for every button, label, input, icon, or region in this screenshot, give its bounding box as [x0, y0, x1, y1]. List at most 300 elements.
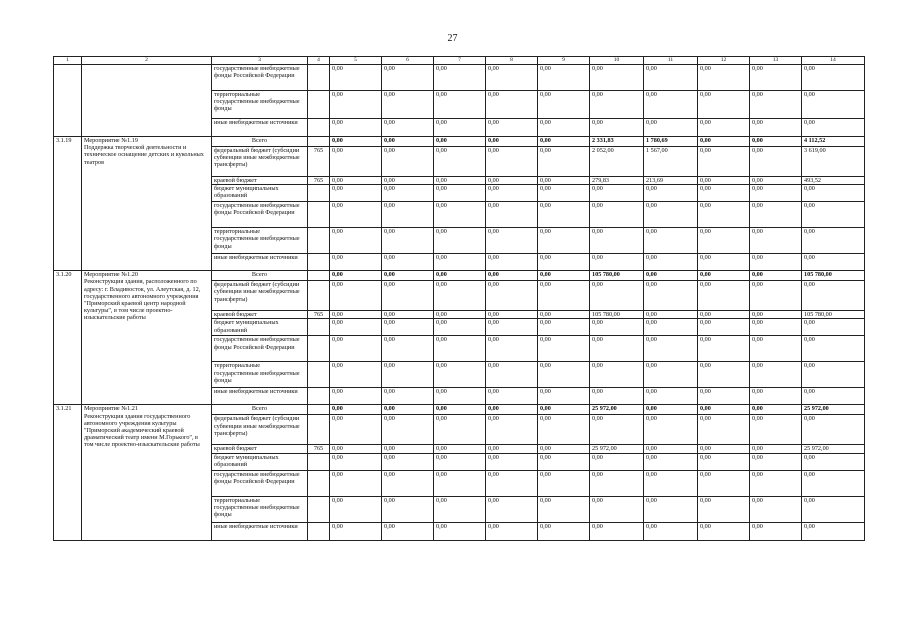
value-cell: 0,00	[698, 445, 750, 453]
value-cell: 0,00	[486, 202, 538, 228]
value-cell: 105 780,00	[590, 271, 644, 281]
value-cell: 0,00	[434, 415, 486, 445]
value-cell: 0,00	[538, 522, 590, 540]
value-cell: 0,00	[330, 254, 382, 271]
value-cell: 0,00	[538, 496, 590, 522]
value-cell: 0,00	[538, 137, 590, 147]
kbk-cell	[308, 319, 330, 336]
value-cell: 0,00	[644, 470, 698, 496]
value-cell: 0,00	[538, 65, 590, 91]
value-cell: 0,00	[486, 254, 538, 271]
value-cell: 0,00	[802, 91, 865, 119]
value-cell: 0,00	[802, 453, 865, 470]
funding-source-cell: иные внебюджетные источники	[212, 254, 308, 271]
value-cell: 0,00	[486, 522, 538, 540]
measure-code-cell: 3.1.19	[54, 137, 82, 271]
value-cell: 0,00	[538, 388, 590, 405]
value-cell: 0,00	[590, 185, 644, 202]
funding-source-cell: государственные внебюджетные фонды Российской Федерации	[212, 202, 308, 228]
value-cell: 0,00	[698, 453, 750, 470]
value-cell: 0,00	[538, 147, 590, 177]
value-cell: 0,00	[644, 522, 698, 540]
value-cell: 0,00	[802, 388, 865, 405]
kbk-cell	[308, 336, 330, 362]
value-cell: 0,00	[486, 271, 538, 281]
value-cell: 0,00	[644, 311, 698, 319]
value-cell: 0,00	[802, 522, 865, 540]
value-cell: 1 780,69	[644, 137, 698, 147]
value-cell: 0,00	[590, 496, 644, 522]
value-cell: 0,00	[698, 311, 750, 319]
value-cell: 0,00	[802, 228, 865, 254]
value-cell: 0,00	[590, 281, 644, 311]
value-cell: 0,00	[590, 388, 644, 405]
value-cell: 0,00	[644, 319, 698, 336]
value-cell: 0,00	[486, 137, 538, 147]
value-cell: 0,00	[698, 202, 750, 228]
value-cell: 0,00	[590, 470, 644, 496]
value-cell: 0,00	[750, 119, 802, 137]
value-cell: 0,00	[750, 177, 802, 185]
value-cell: 0,00	[644, 119, 698, 137]
value-cell: 0,00	[434, 453, 486, 470]
value-cell: 0,00	[486, 177, 538, 185]
value-cell: 0,00	[750, 453, 802, 470]
value-cell: 0,00	[538, 415, 590, 445]
value-cell: 0,00	[538, 405, 590, 415]
measure-total-row	[54, 271, 865, 281]
value-cell: 0,00	[590, 91, 644, 119]
kbk-cell	[308, 362, 330, 388]
value-cell: 0,00	[486, 311, 538, 319]
value-cell: 25 972,00	[802, 405, 865, 415]
column-number-row	[54, 57, 865, 65]
funding-source-cell: иные внебюджетные источники	[212, 388, 308, 405]
value-cell: 0,00	[802, 470, 865, 496]
value-cell: 0,00	[590, 453, 644, 470]
value-cell: 0,00	[698, 228, 750, 254]
value-cell: 0,00	[382, 271, 434, 281]
value-cell: 0,00	[750, 254, 802, 271]
measure-description: Реконструкция здания государственного автономного учреждения культуры "Приморский академический краевой драматический театр имени М.Горького", в том числе проектно-изыскательские работы	[84, 412, 200, 449]
value-cell: 0,00	[698, 119, 750, 137]
value-cell: 4 112,52	[802, 137, 865, 147]
value-cell: 0,00	[644, 185, 698, 202]
value-cell: 0,00	[644, 271, 698, 281]
value-cell: 213,69	[644, 177, 698, 185]
value-cell: 105 780,00	[802, 311, 865, 319]
value-cell: 0,00	[538, 311, 590, 319]
value-cell: 0,00	[382, 254, 434, 271]
value-cell: 0,00	[330, 415, 382, 445]
value-cell: 0,00	[538, 185, 590, 202]
value-cell: 25 972,00	[590, 405, 644, 415]
value-cell: 0,00	[486, 445, 538, 453]
value-cell: 0,00	[802, 415, 865, 445]
value-cell: 0,00	[382, 177, 434, 185]
kbk-cell	[308, 254, 330, 271]
value-cell: 0,00	[590, 254, 644, 271]
value-cell: 0,00	[434, 405, 486, 415]
value-cell: 0,00	[382, 202, 434, 228]
value-cell: 0,00	[330, 522, 382, 540]
value-cell: 0,00	[644, 91, 698, 119]
value-cell: 0,00	[382, 362, 434, 388]
value-cell: 0,00	[382, 453, 434, 470]
measure-description-cell	[82, 271, 212, 405]
kbk-cell	[308, 228, 330, 254]
value-cell: 0,00	[750, 405, 802, 415]
value-cell: 0,00	[486, 228, 538, 254]
value-cell: 0,00	[434, 496, 486, 522]
column-number-3: 3	[212, 57, 308, 65]
value-cell: 0,00	[330, 119, 382, 137]
value-cell: 0,00	[486, 336, 538, 362]
value-cell: 0,00	[434, 91, 486, 119]
value-cell: 0,00	[644, 254, 698, 271]
funding-source-cell: государственные внебюджетные фонды Российской Федерации	[212, 336, 308, 362]
value-cell: 105 780,00	[590, 311, 644, 319]
value-cell: 0,00	[802, 65, 865, 91]
value-cell: 0,00	[382, 496, 434, 522]
value-cell: 0,00	[382, 119, 434, 137]
value-cell: 25 972,00	[802, 445, 865, 453]
kbk-cell	[308, 281, 330, 311]
value-cell: 0,00	[750, 445, 802, 453]
total-label-cell: Всего	[212, 271, 308, 281]
value-cell: 0,00	[644, 445, 698, 453]
measure-description-cell	[82, 405, 212, 540]
value-cell: 0,00	[434, 177, 486, 185]
value-cell: 0,00	[382, 336, 434, 362]
total-label-cell: Всего	[212, 405, 308, 415]
value-cell: 0,00	[750, 185, 802, 202]
funding-source-cell: бюджет муниципальных образований	[212, 319, 308, 336]
value-cell: 0,00	[538, 177, 590, 185]
value-cell: 0,00	[590, 415, 644, 445]
value-cell: 0,00	[590, 522, 644, 540]
kbk-cell: 765	[308, 147, 330, 177]
measure-title: Мероприятие №1.20	[84, 271, 138, 279]
value-cell: 0,00	[644, 65, 698, 91]
funding-source-cell: иные внебюджетные источники	[212, 522, 308, 540]
value-cell: 0,00	[486, 388, 538, 405]
value-cell: 0,00	[434, 254, 486, 271]
value-cell: 0,00	[802, 185, 865, 202]
value-cell: 0,00	[330, 319, 382, 336]
value-cell: 0,00	[802, 202, 865, 228]
value-cell: 0,00	[330, 185, 382, 202]
value-cell: 0,00	[698, 496, 750, 522]
budget-table	[53, 56, 865, 541]
value-cell: 0,00	[698, 388, 750, 405]
value-cell: 0,00	[538, 254, 590, 271]
measure-total-row	[54, 137, 865, 147]
table-row	[54, 65, 865, 91]
funding-source-cell: территориальные государственные внебюджетные фонды	[212, 91, 308, 119]
value-cell: 0,00	[750, 319, 802, 336]
value-cell: 0,00	[382, 388, 434, 405]
value-cell: 0,00	[382, 522, 434, 540]
value-cell: 0,00	[382, 228, 434, 254]
value-cell: 0,00	[434, 228, 486, 254]
value-cell: 0,00	[330, 496, 382, 522]
kbk-cell: 765	[308, 311, 330, 319]
value-cell: 0,00	[538, 271, 590, 281]
kbk-cell	[308, 405, 330, 415]
value-cell: 0,00	[750, 202, 802, 228]
column-number-7: 7	[434, 57, 486, 65]
value-cell: 0,00	[382, 91, 434, 119]
value-cell: 0,00	[434, 336, 486, 362]
value-cell: 0,00	[434, 470, 486, 496]
measure-total-row	[54, 405, 865, 415]
value-cell: 0,00	[330, 388, 382, 405]
funding-source-cell: федеральный бюджет (субсидии субвенции иные межбюджетные трансферты)	[212, 147, 308, 177]
funding-source-cell: краевой бюджет	[212, 311, 308, 319]
value-cell: 0,00	[330, 311, 382, 319]
value-cell: 0,00	[538, 336, 590, 362]
column-number-5: 5	[330, 57, 382, 65]
value-cell: 0,00	[434, 119, 486, 137]
column-number-6: 6	[382, 57, 434, 65]
value-cell: 0,00	[330, 281, 382, 311]
value-cell: 0,00	[750, 271, 802, 281]
value-cell: 25 972,00	[590, 445, 644, 453]
funding-source-cell: федеральный бюджет (субсидии субвенции иные межбюджетные трансферты)	[212, 415, 308, 445]
value-cell: 0,00	[698, 137, 750, 147]
value-cell: 0,00	[698, 271, 750, 281]
value-cell: 0,00	[750, 228, 802, 254]
value-cell: 0,00	[434, 202, 486, 228]
value-cell: 0,00	[434, 185, 486, 202]
value-cell: 0,00	[802, 281, 865, 311]
value-cell: 0,00	[802, 319, 865, 336]
kbk-cell	[308, 496, 330, 522]
value-cell: 0,00	[538, 228, 590, 254]
column-number-14: 14	[802, 57, 865, 65]
column-number-10: 10	[590, 57, 644, 65]
value-cell: 0,00	[486, 281, 538, 311]
value-cell: 0,00	[590, 228, 644, 254]
kbk-cell	[308, 470, 330, 496]
funding-source-cell: федеральный бюджет (субсидии субвенции иные межбюджетные трансферты)	[212, 281, 308, 311]
funding-source-cell: государственные внебюджетные фонды Российской Федерации	[212, 65, 308, 91]
value-cell: 1 567,00	[644, 147, 698, 177]
value-cell: 0,00	[330, 65, 382, 91]
value-cell: 3 619,00	[802, 147, 865, 177]
value-cell: 0,00	[698, 185, 750, 202]
measure-code-cell	[54, 65, 82, 137]
column-number-12: 12	[698, 57, 750, 65]
value-cell: 0,00	[486, 91, 538, 119]
value-cell: 0,00	[802, 336, 865, 362]
value-cell: 0,00	[434, 311, 486, 319]
value-cell: 0,00	[750, 415, 802, 445]
value-cell: 0,00	[698, 65, 750, 91]
value-cell: 0,00	[750, 496, 802, 522]
value-cell: 0,00	[590, 202, 644, 228]
value-cell: 0,00	[382, 470, 434, 496]
column-number-8: 8	[486, 57, 538, 65]
value-cell: 0,00	[750, 147, 802, 177]
value-cell: 0,00	[750, 362, 802, 388]
value-cell: 0,00	[698, 177, 750, 185]
value-cell: 0,00	[330, 362, 382, 388]
value-cell: 0,00	[590, 362, 644, 388]
value-cell: 0,00	[698, 91, 750, 119]
kbk-cell	[308, 388, 330, 405]
value-cell: 0,00	[434, 445, 486, 453]
column-number-4: 4	[308, 57, 330, 65]
column-number-1: 1	[54, 57, 82, 65]
value-cell: 0,00	[486, 362, 538, 388]
value-cell: 0,00	[538, 319, 590, 336]
value-cell: 0,00	[590, 319, 644, 336]
value-cell: 0,00	[330, 202, 382, 228]
value-cell: 0,00	[330, 177, 382, 185]
funding-source-cell: бюджет муниципальных образований	[212, 185, 308, 202]
value-cell: 0,00	[698, 147, 750, 177]
value-cell: 0,00	[698, 415, 750, 445]
value-cell: 0,00	[698, 281, 750, 311]
value-cell: 0,00	[486, 119, 538, 137]
value-cell: 0,00	[330, 445, 382, 453]
kbk-cell	[308, 137, 330, 147]
value-cell: 0,00	[434, 137, 486, 147]
value-cell: 0,00	[330, 147, 382, 177]
value-cell: 0,00	[644, 202, 698, 228]
value-cell: 0,00	[644, 336, 698, 362]
value-cell: 0,00	[434, 271, 486, 281]
value-cell: 0,00	[382, 137, 434, 147]
value-cell: 0,00	[802, 254, 865, 271]
value-cell: 0,00	[698, 336, 750, 362]
total-label-cell: Всего	[212, 137, 308, 147]
value-cell: 0,00	[382, 185, 434, 202]
value-cell: 0,00	[330, 137, 382, 147]
funding-source-cell: краевой бюджет	[212, 445, 308, 453]
value-cell: 0,00	[644, 362, 698, 388]
value-cell: 0,00	[486, 185, 538, 202]
value-cell: 0,00	[330, 470, 382, 496]
value-cell: 0,00	[382, 405, 434, 415]
value-cell: 0,00	[486, 453, 538, 470]
page-number: 27	[447, 33, 458, 44]
kbk-cell: 765	[308, 177, 330, 185]
value-cell: 0,00	[330, 228, 382, 254]
value-cell: 0,00	[644, 228, 698, 254]
value-cell: 0,00	[802, 496, 865, 522]
value-cell: 0,00	[802, 119, 865, 137]
column-number-11: 11	[644, 57, 698, 65]
value-cell: 0,00	[382, 415, 434, 445]
value-cell: 0,00	[434, 388, 486, 405]
value-cell: 0,00	[434, 147, 486, 177]
column-number-9: 9	[538, 57, 590, 65]
value-cell: 0,00	[330, 453, 382, 470]
value-cell: 2 052,00	[590, 147, 644, 177]
value-cell: 0,00	[486, 147, 538, 177]
value-cell: 0,00	[382, 311, 434, 319]
value-cell: 0,00	[538, 470, 590, 496]
value-cell: 0,00	[802, 362, 865, 388]
kbk-cell	[308, 522, 330, 540]
value-cell: 0,00	[330, 271, 382, 281]
value-cell: 0,00	[698, 254, 750, 271]
kbk-cell	[308, 65, 330, 91]
value-cell: 0,00	[750, 522, 802, 540]
kbk-cell: 765	[308, 445, 330, 453]
value-cell: 0,00	[644, 453, 698, 470]
value-cell: 0,00	[644, 405, 698, 415]
column-number-13: 13	[750, 57, 802, 65]
measure-description-cell	[82, 137, 212, 271]
value-cell: 0,00	[434, 319, 486, 336]
value-cell: 0,00	[590, 336, 644, 362]
value-cell: 0,00	[644, 415, 698, 445]
value-cell: 0,00	[644, 281, 698, 311]
value-cell: 0,00	[644, 496, 698, 522]
value-cell: 0,00	[698, 522, 750, 540]
value-cell: 0,00	[330, 336, 382, 362]
value-cell: 0,00	[538, 445, 590, 453]
value-cell: 0,00	[538, 362, 590, 388]
value-cell: 105 780,00	[802, 271, 865, 281]
funding-source-cell: иные внебюджетные источники	[212, 119, 308, 137]
value-cell: 0,00	[382, 319, 434, 336]
value-cell: 493,52	[802, 177, 865, 185]
value-cell: 279,83	[590, 177, 644, 185]
kbk-cell	[308, 91, 330, 119]
value-cell: 0,00	[434, 522, 486, 540]
value-cell: 0,00	[750, 281, 802, 311]
value-cell: 0,00	[698, 362, 750, 388]
kbk-cell	[308, 119, 330, 137]
value-cell: 0,00	[382, 147, 434, 177]
value-cell: 2 331,83	[590, 137, 644, 147]
value-cell: 0,00	[750, 65, 802, 91]
measure-title: Мероприятие №1.19	[84, 137, 138, 144]
value-cell: 0,00	[538, 281, 590, 311]
value-cell: 0,00	[590, 119, 644, 137]
kbk-cell	[308, 415, 330, 445]
value-cell: 0,00	[330, 405, 382, 415]
value-cell: 0,00	[486, 415, 538, 445]
value-cell: 0,00	[644, 388, 698, 405]
value-cell: 0,00	[434, 281, 486, 311]
value-cell: 0,00	[486, 405, 538, 415]
funding-source-cell: территориальные государственные внебюджетные фонды	[212, 228, 308, 254]
value-cell: 0,00	[750, 137, 802, 147]
measure-description: Поддержка творческой деятельности и техническое оснащение детских и кукольных театров	[84, 144, 204, 166]
funding-source-cell: территориальные государственные внебюджетные фонды	[212, 496, 308, 522]
value-cell: 0,00	[698, 470, 750, 496]
funding-source-cell: бюджет муниципальных образований	[212, 453, 308, 470]
kbk-cell	[308, 271, 330, 281]
value-cell: 0,00	[486, 470, 538, 496]
measure-description-cell	[82, 65, 212, 137]
value-cell: 0,00	[750, 311, 802, 319]
value-cell: 0,00	[538, 91, 590, 119]
value-cell: 0,00	[750, 336, 802, 362]
value-cell: 0,00	[750, 470, 802, 496]
measure-title: Мероприятие №1.21	[84, 405, 138, 413]
column-number-2: 2	[82, 57, 212, 65]
value-cell: 0,00	[750, 91, 802, 119]
value-cell: 0,00	[698, 319, 750, 336]
value-cell: 0,00	[750, 388, 802, 405]
